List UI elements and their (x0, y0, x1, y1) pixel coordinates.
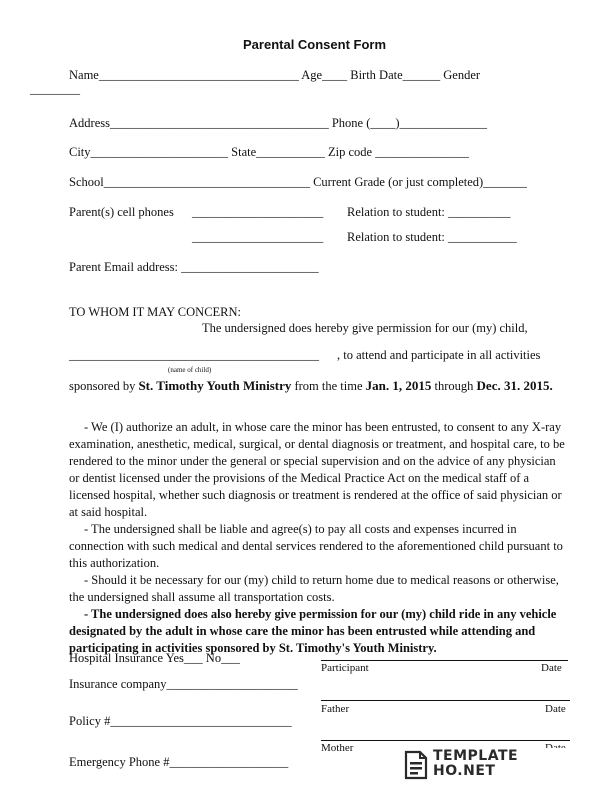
participant-signature-line[interactable] (321, 660, 568, 661)
gender-blank[interactable]: ________ (30, 82, 80, 96)
parent-cell-field-2[interactable]: _____________________ (192, 230, 324, 244)
city-state-zip-row[interactable]: City______________________ State___________ Zip code _______________ (69, 145, 469, 159)
paragraph-vehicle: - The undersigned does also hereby give permission for our (my) child ride in any vehicle designated by the adult in whose care the minor has been entrusted while attending and participating in activities sponsored by St. Timothy's Youth Ministry. (69, 607, 557, 655)
emergency-phone-field[interactable]: Emergency Phone #___________________ (69, 755, 289, 769)
father-label: Father (321, 703, 350, 715)
consent-line-1: The undersigned does hereby give permission for our (my) child, (202, 321, 528, 335)
sponsorship-statement (69, 377, 559, 395)
authorization-paragraphs (69, 419, 565, 657)
paragraph-transportation: - Should it be necessary for our (my) child to return home due to medical reasons or otherwise, the undersigned shall assume all transportation costs. (69, 573, 559, 604)
name-age-birthdate-gender-row[interactable]: Name________________________________ Age____ Birth Date______ Gender (69, 68, 481, 82)
document-icon (403, 750, 429, 780)
parent-cell-field-1[interactable]: _____________________ (192, 205, 324, 219)
child-name-field[interactable]: ________________________________________ (69, 348, 319, 362)
address-phone-row[interactable]: Address___________________________________ Phone (____)______________ (69, 116, 488, 130)
child-name-caption: (name of child) (168, 366, 212, 374)
policy-number-field[interactable]: Policy #_____________________________ (69, 714, 292, 728)
hospital-insurance-row[interactable]: Hospital Insurance Yes___ No___ (69, 651, 240, 665)
page-title: Parental Consent Form (243, 37, 387, 52)
org-name: St. Timothy Youth Ministry (138, 378, 292, 393)
father-signature-line[interactable] (321, 700, 570, 701)
mother-label: Mother (321, 742, 354, 754)
sponsored-prefix: sponsored by (69, 379, 139, 393)
paragraph-liability: - The undersigned shall be liable and agree(s) to pay all costs and expenses incurred in connection with such medical and dental services rendered to the aforementioned child pursuant to this authorization. (69, 522, 563, 570)
relation-field-2[interactable]: Relation to student: ___________ (347, 230, 517, 244)
consent-heading: TO WHOM IT MAY CONCERN: (69, 305, 242, 319)
parent-cell-label: Parent(s) cell phones (69, 205, 174, 219)
watermark-line-2: HO.NET (433, 763, 496, 779)
parent-email-row[interactable]: Parent Email address: ______________________ (69, 260, 319, 274)
date-end: Dec. 31. 2015. (476, 378, 553, 393)
participant-date-label: Date (541, 662, 562, 674)
father-date-label: Date (545, 703, 566, 715)
watermark (403, 748, 583, 782)
participant-label: Participant (321, 662, 369, 674)
relation-field-1[interactable]: Relation to student: __________ (347, 205, 511, 219)
paragraph-medical-authorization: - We (I) authorize an adult, in whose care the minor has been entrusted, to consent to any X-ray examination, anesthetic, medical, surgical, or dental diagnosis or treatment, and hospital care, to be rendered to the minor under the general or special supervision and on the advice of any physician or dentist licensed under the provisions of the Medical Practice Act on the medical staff of a licensed hospital, whether such diagnosis or treatment is rendered at the office of said physician or at said hospital. (69, 420, 565, 519)
through-text: through (431, 379, 477, 393)
watermark-line-1: TEMPLATE (433, 748, 519, 764)
insurance-company-field[interactable]: Insurance company_____________________ (69, 677, 298, 691)
mother-signature-line[interactable] (321, 740, 570, 741)
from-text: from the time (291, 379, 366, 393)
date-start: Jan. 1, 2015 (365, 378, 432, 393)
school-grade-row[interactable]: School_________________________________ Current Grade (or just completed)_______ (69, 175, 527, 189)
consent-line-2: , to attend and participate in all activities (337, 348, 541, 362)
